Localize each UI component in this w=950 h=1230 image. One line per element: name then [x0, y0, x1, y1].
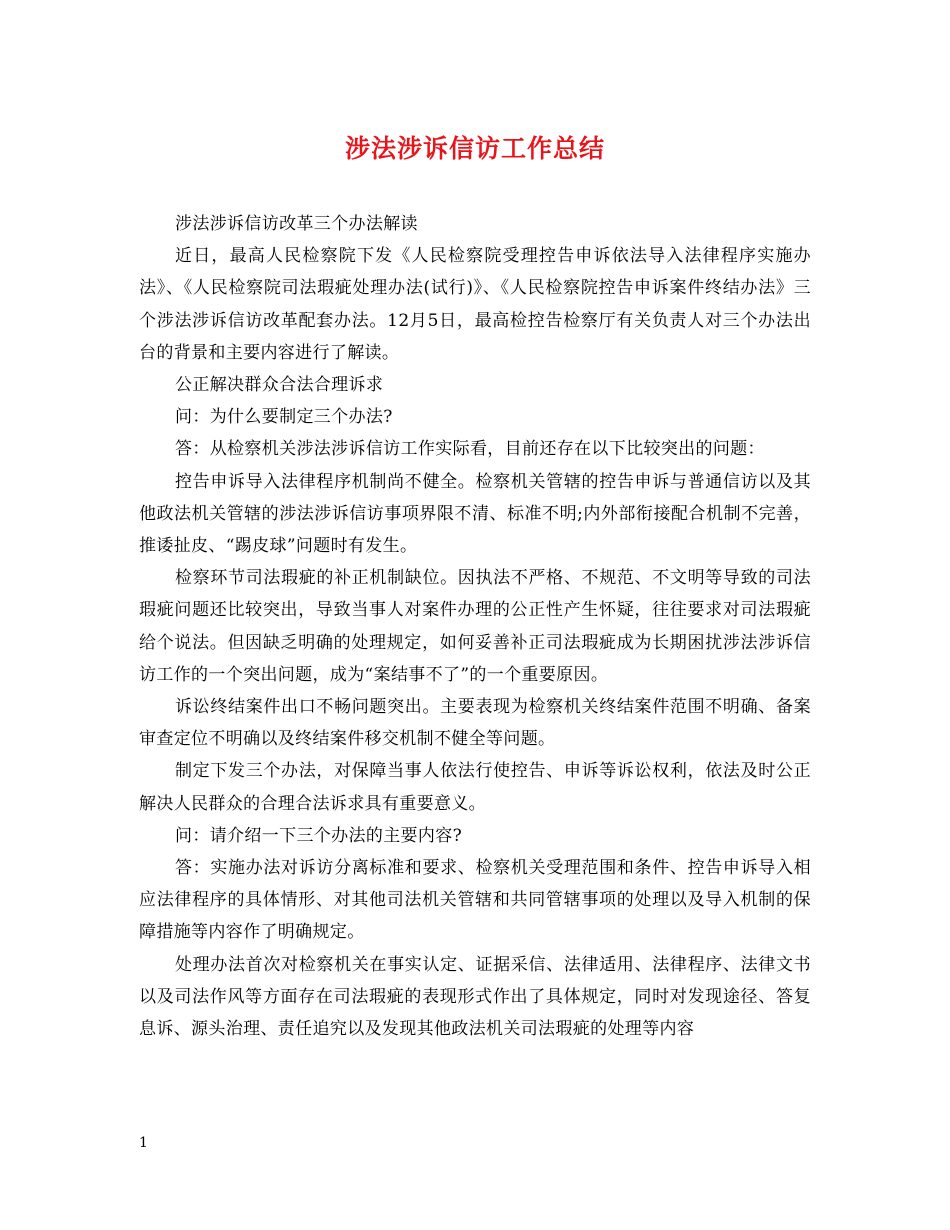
paragraph: 答：实施办法对诉访分离标准和要求、检察机关受理范围和条件、控告申诉导入相应法律程序的具体情形、对其他司法机关管辖和共同管辖事项的处理以及导入机制的保障措施等内容作了明确规定。 — [139, 858, 811, 943]
document-body — [139, 208, 811, 1045]
paragraph: 公正解决群众合法合理诉求 — [175, 375, 384, 396]
paragraph: 问：请介绍一下三个办法的主要内容? — [175, 825, 463, 846]
paragraph: 检察环节司法瑕疵的补正机制缺位。因执法不严格、不规范、不文明等导致的司法瑕疵问题还比较突出，导致当事人对案件办理的公正性产生怀疑，往往要求对司法瑕疵给个说法。但因缺乏明确的处理规定，如何妥善补正司法瑕疵成为长期困扰涉法涉诉信访工作的一个突出问题，成为“案结事不了”的一个重要原因。 — [139, 568, 811, 685]
paragraph: 答：从检察机关涉法涉诉信访工作实际看，目前还存在以下比较突出的问题： — [175, 439, 765, 460]
document-title: 涉法涉诉信访工作总结 — [344, 134, 605, 163]
page-number: 1 — [139, 1135, 148, 1151]
paragraph: 近日，最高人民检察院下发《人民检察院受理控告申诉依法导入法律程序实施办法》、《人民检察院司法瑕疵处理办法(试行)》、《人民检察院控告申诉案件终结办法》三个涉法涉诉信访改革配套办法。12月5日，最高检控告检察厅有关负责人对三个办法出台的背景和主要内容进行了解读。 — [139, 246, 811, 363]
paragraph: 控告申诉导入法律程序机制尚不健全。检察机关管辖的控告申诉与普通信访以及其他政法机关管辖的涉法涉诉信访事项界限不清、标准不明;内外部衔接配合机制不完善，推诿扯皮、“踢皮球”问题时有发生。 — [139, 471, 811, 557]
paragraph: 处理办法首次对检察机关在事实认定、证据采信、法律适用、法律程序、法律文书以及司法作风等方面存在司法瑕疵的表现形式作出了具体规定，同时对发现途径、答复息诉、源头治理、责任追究以及发现其他政法机关司法瑕疵的处理等内容 — [139, 954, 811, 1040]
paragraph: 涉法涉诉信访改革三个办法解读 — [175, 214, 418, 234]
paragraph: 问：为什么要制定三个办法? — [175, 407, 393, 428]
paragraph: 制定下发三个办法，对保障当事人依法行使控告、申诉等诉讼权利，依法及时公正解决人民群众的合理合法诉求具有重要意义。 — [139, 761, 811, 814]
paragraph: 诉讼终结案件出口不畅问题突出。主要表现为检察机关终结案件范围不明确、备案审查定位不明确以及终结案件移交机制不健全等问题。 — [139, 697, 811, 750]
